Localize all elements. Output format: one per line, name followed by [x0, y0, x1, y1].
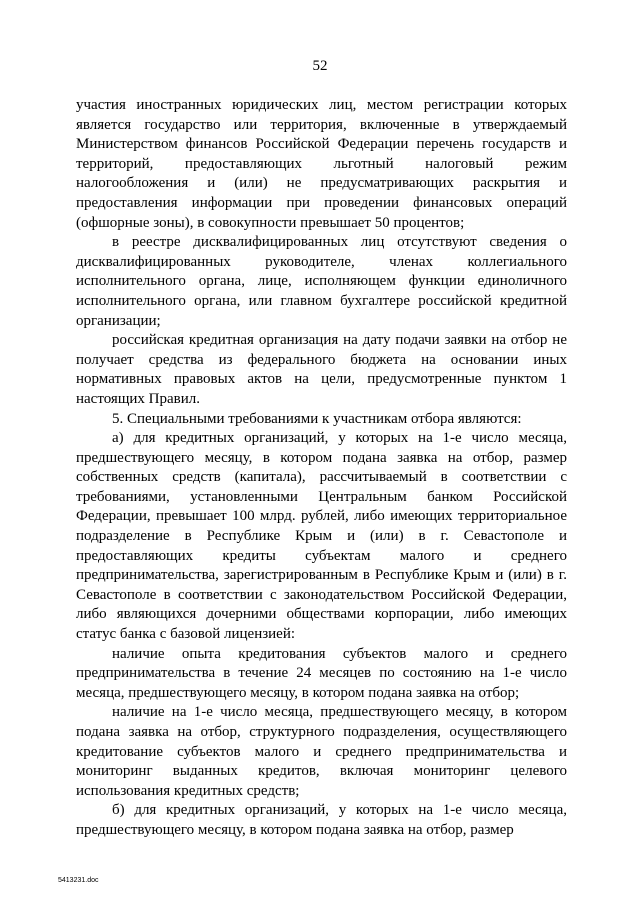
paragraph: б) для кредитных организаций, у которых на 1-е число месяца, предшествующего месяцу, в котором подана заявка на отбор, размер — [76, 802, 567, 838]
paragraph: а) для кредитных организаций, у которых на 1-е число месяца, предшествующего месяцу, в котором подана заявка на отбор, размер собственных средств (капитала), рассчитываемый в соответствии с требованиями, установленными Центральным банком Российской Федерации, превышает 100 млрд. рублей, либо имеющих территориальное подразделение в Республике Крым и (или) в г. Севастополе и предоставляющих кредиты субъектам малого и среднего предпринимательства, зарегистрированным в Республике Крым и (или) в г. Севастополе в соответствии с законодательством Российской Федерации, либо являющихся дочерними обществами корпорации, либо имеющих статус банка с базовой лицензией: — [76, 430, 567, 643]
paragraph: участия иностранных юридических лиц, местом регистрации которых является государство или территория, включенные в утверждаемый Министерством финансов Российской Федерации перечень государств и территорий, предоставляющих льготный налоговый режим налогообложения и (или) не предусматривающих раскрытия и предоставления информации при проведении финансовых операций (офшорные зоны), в совокупности превышает 50 процентов; — [76, 97, 567, 231]
paragraph: в реестре дисквалифицированных лиц отсутствуют сведения о дисквалифицированных руководителе, членах коллегиального исполнительного органа, лице, исполняющем функции единоличного исполнительного органа, или главном бухгалтере российской кредитной организации; — [76, 234, 567, 329]
paragraph: российская кредитная организация на дату подачи заявки на отбор не получает средства из федерального бюджета на основании иных нормативных правовых актов на цели, предусмотренные пунктом 1 настоящих Правил. — [76, 332, 567, 407]
page-number: 52 — [312, 58, 328, 74]
paragraph: наличие опыта кредитования субъектов малого и среднего предпринимательства в течение 24 месяцев по состоянию на 1-е число месяца, предшествующего месяцу, в котором подана заявка на отбор; — [76, 645, 567, 701]
footer-filename: 5413231.doc — [58, 877, 99, 884]
paragraph: наличие на 1-е число месяца, предшествующего месяцу, в котором подана заявка на отбор, структурного подразделения, осуществляющего кредитование субъектов малого и среднего предпринимательства и мониторинг выданных кредитов, включая мониторинг целевого использования кредитных средств; — [76, 704, 567, 799]
document-body — [76, 96, 567, 841]
paragraph: 5. Специальными требованиями к участникам отбора являются: — [112, 410, 522, 427]
